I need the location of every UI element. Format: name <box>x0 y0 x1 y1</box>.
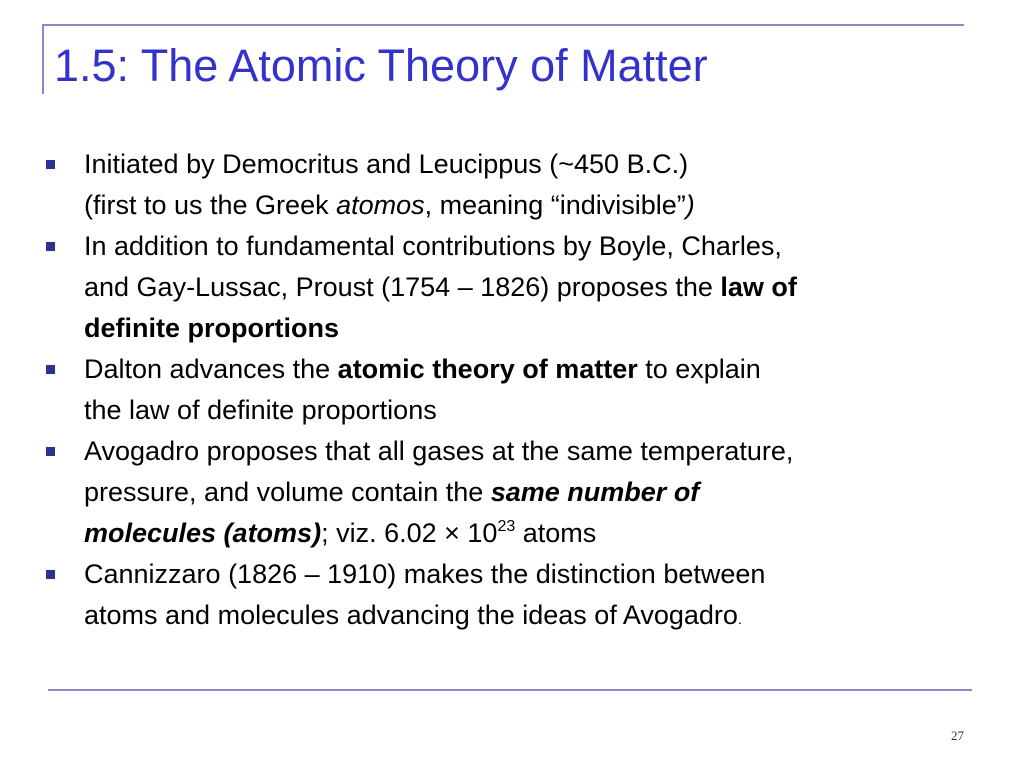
exponent-superscript: 23 <box>497 518 516 535</box>
text-run: pressure, and volume contain the <box>84 477 491 507</box>
bullet-text-line: the law of definite proportions <box>84 395 437 425</box>
bold-italic-term: same number of <box>490 477 700 507</box>
title-frame-left-rule <box>42 24 44 94</box>
text-run: . <box>737 611 742 627</box>
text-run: to explain <box>637 354 761 384</box>
text-run: and Gay-Lussac, Proust (1754 – 1826) proposes the <box>84 272 721 302</box>
bullet-text-line <box>84 185 1006 226</box>
bullet-text-line: In addition to fundamental contributions by Boyle, Charles, <box>84 231 782 261</box>
square-bullet-icon <box>46 160 55 169</box>
bullet-text-line: Cannizzaro (1826 – 1910) makes the distinction between <box>84 559 766 589</box>
square-bullet-icon <box>46 447 55 456</box>
text-run: (first to us the Greek <box>84 190 337 220</box>
text-run: atoms <box>515 518 597 548</box>
footer-rule <box>48 689 972 691</box>
square-bullet-icon <box>46 570 55 579</box>
bullet-text-line <box>84 472 1006 513</box>
text-run: ; viz. 6.02 × 10 <box>321 518 498 548</box>
bullet-cannizzaro <box>46 554 1006 640</box>
bullet-text-line: Initiated by Democritus and Leucippus (~450 B.C.) <box>84 149 689 179</box>
text-run: ) <box>685 190 695 220</box>
title-frame-top-rule <box>44 24 964 26</box>
italic-term-atomos: atomos <box>336 190 425 220</box>
bullet-text-line <box>84 595 1006 640</box>
slide-title: 1.5: The Atomic Theory of Matter <box>54 40 708 91</box>
square-bullet-icon <box>46 242 55 251</box>
text-run: Dalton advances the <box>84 354 338 384</box>
bullet-text-line <box>84 267 1006 308</box>
text-run: atoms and molecules advancing the ideas of Avogadro <box>84 600 738 630</box>
bullet-list <box>46 144 1006 640</box>
bold-italic-term: molecules (atoms) <box>84 518 322 548</box>
bold-term-atomic-theory: atomic theory of matter <box>337 354 638 384</box>
bullet-text-line: Avogadro proposes that all gases at the same temperature, <box>84 436 794 466</box>
bullet-text-line <box>84 513 1006 554</box>
bullet-avogadro <box>46 431 1006 554</box>
bold-term: law of <box>720 272 797 302</box>
page-number: 27 <box>951 728 964 743</box>
bullet-dalton <box>46 349 1006 431</box>
square-bullet-icon <box>46 365 55 374</box>
bullet-democritus <box>46 144 1006 226</box>
bullet-proust <box>46 226 1006 349</box>
bold-term-definite-proportions: definite proportions <box>84 313 339 343</box>
text-run: , meaning “indivisible” <box>424 190 686 220</box>
bullet-text-line <box>84 349 1006 390</box>
